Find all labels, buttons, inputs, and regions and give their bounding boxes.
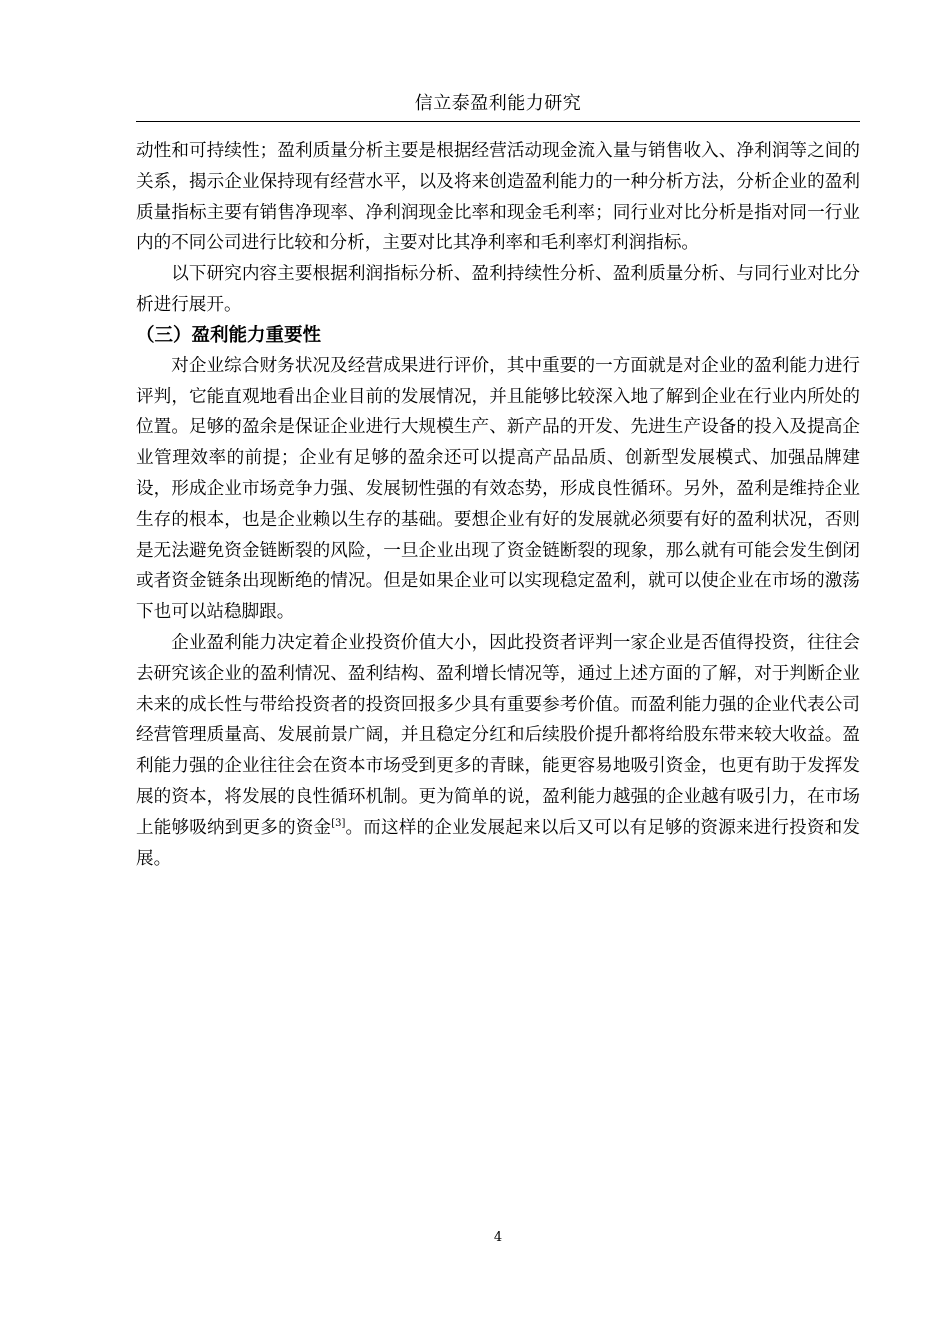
paragraph-continuation: 动性和可持续性；盈利质量分析主要是根据经营活动现金流入量与销售收入、净利润等之间的关系，揭示企业保持现有经营水平，以及将来创造盈利能力的一种分析方法，分析企业的盈利质量指标主要有销售净现率、净利润现金比率和现金毛利率；同行业对比分析是指对同一行业内的不同公司进行比较和分析，主要对比其净利率和毛利率灯利润指标。 xyxy=(136,141,860,254)
paragraph-research-scope: 以下研究内容主要根据利润指标分析、盈利持续性分析、盈利质量分析、与同行业对比分析进行展开。 xyxy=(136,264,860,315)
citation-reference[interactable]: [3] xyxy=(331,817,346,829)
paragraph-profitability-importance: 对企业综合财务状况及经营成果进行评价，其中重要的一方面就是对企业的盈利能力进行评判，它能直观地看出企业目前的发展情况，并且能够比较深入地了解到企业在行业内所处的位置。足够的盈余是保证企业进行大规模生产、新产品的开发、先进生产设备的投入及提高企业管理效率的前提；企业有足够的盈余还可以提高产品品质、创新型发展模式、加强品牌建设，形成企业市场竞争力强、发展韧性强的有效态势，形成良性循环。另外，盈利是维持企业生存的根本，也是企业赖以生存的基础。要想企业有好的发展就必须要有好的盈利状况，否则是无法避免资金链断裂的风险，一旦企业出现了资金链断裂的现象，那么就有可能会发生倒闭或者资金链条出现断绝的情况。但是如果企业可以实现稳定盈利，就可以使企业在市场的激荡下也可以站稳脚跟。 xyxy=(136,355,860,623)
paragraph-text-part-1: 企业盈利能力决定着企业投资价值大小，因此投资者评判一家企业是否值得投资，往往会去研究该企业的盈利情况、盈利结构、盈利增长情况等，通过上述方面的了解，对于判断企业未来的成长性与带给投资者的投资回报多少具有重要参考价值。而盈利能力强的企业代表公司经营管理质量高、发展前景广阔，并且稳定分红和后续股价提升都将给股东带来较大收益。盈利能力强的企业往往会在资本市场受到更多的青睐，能更容易地吸引资金，也更有助于发挥发展的资本，将发展的良性循环机制。更为简单的说，盈利能力越强的企业越有吸引力，在市场上能够吸纳到更多的资金 xyxy=(136,632,860,838)
section-heading: （三）盈利能力重要性 xyxy=(136,324,322,346)
paragraph-investment-value xyxy=(136,628,860,874)
body-text xyxy=(136,136,860,874)
paragraph-text-part-2: 。而这样的企业发展起来以后又可以有足够的资源来进行投资和发展。 xyxy=(136,817,860,869)
header-rule xyxy=(136,121,860,122)
page-number: 4 xyxy=(493,1230,503,1245)
running-header: 信立泰盈利能力研究 xyxy=(414,93,582,114)
